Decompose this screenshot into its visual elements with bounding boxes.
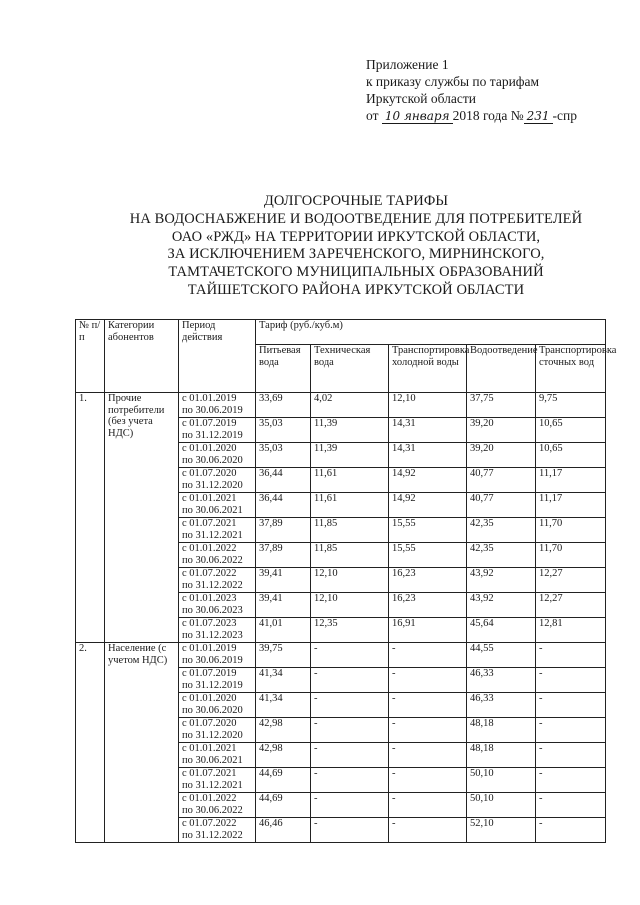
value-transport-cold: - <box>389 793 467 818</box>
value-wastewater: 48,18 <box>467 718 536 743</box>
period-cell <box>179 493 256 518</box>
value-transport-cold: 16,91 <box>389 618 467 643</box>
appendix-title: Приложение 1 <box>366 57 449 72</box>
value-technical: 12,35 <box>311 618 389 643</box>
value-drinking: 42,98 <box>256 718 311 743</box>
period-cell <box>179 418 256 443</box>
header-category: Категории абонентов <box>105 320 179 393</box>
header-transport-sewage: Транспортировка сточных вод <box>536 345 606 393</box>
row-index: 2. <box>76 643 105 843</box>
header-tariff: Тариф (руб./куб.м) <box>256 320 606 345</box>
value-technical: 12,10 <box>311 568 389 593</box>
value-wastewater: 50,10 <box>467 768 536 793</box>
value-transport-sewage: 12,27 <box>536 568 606 593</box>
value-transport-sewage: 11,70 <box>536 543 606 568</box>
value-wastewater: 46,33 <box>467 668 536 693</box>
value-technical: - <box>311 643 389 668</box>
value-transport-cold: 14,31 <box>389 443 467 468</box>
title-line: ТАМТАЧЕТСКОГО МУНИЦИПАЛЬНЫХ ОБРАЗОВАНИЙ <box>168 264 544 281</box>
value-transport-cold: - <box>389 693 467 718</box>
value-technical: 4,02 <box>311 393 389 418</box>
value-transport-cold: 12,10 <box>389 393 467 418</box>
period-to: по 31.12.2023 <box>182 629 243 641</box>
period-to: по 31.12.2019 <box>182 679 243 691</box>
value-technical: - <box>311 718 389 743</box>
handwritten-date: 10 января <box>382 110 453 124</box>
value-transport-cold: - <box>389 768 467 793</box>
value-wastewater: 40,77 <box>467 468 536 493</box>
value-transport-sewage: - <box>536 793 606 818</box>
value-technical: - <box>311 818 389 843</box>
value-transport-cold: 16,23 <box>389 568 467 593</box>
value-technical: - <box>311 768 389 793</box>
appendix-date-line <box>366 107 577 124</box>
value-drinking: 39,75 <box>256 643 311 668</box>
document-title <box>96 193 616 300</box>
value-drinking: 46,46 <box>256 818 311 843</box>
period-from: с 01.01.2021 <box>182 743 237 754</box>
title-line: ЗА ИСКЛЮЧЕНИЕМ ЗАРЕЧЕНСКОГО, МИРНИНСКОГО, <box>167 246 545 263</box>
handwritten-number: 231 <box>524 110 553 124</box>
value-wastewater: 48,18 <box>467 743 536 768</box>
value-transport-sewage: 11,17 <box>536 493 606 518</box>
value-drinking: 35,03 <box>256 443 311 468</box>
value-transport-sewage: 12,27 <box>536 593 606 618</box>
value-technical: 11,39 <box>311 418 389 443</box>
value-technical: - <box>311 743 389 768</box>
value-drinking: 33,69 <box>256 393 311 418</box>
header-wastewater: Водоотведение <box>467 345 536 393</box>
value-drinking: 37,89 <box>256 518 311 543</box>
value-transport-cold: - <box>389 668 467 693</box>
period-from: с 01.07.2021 <box>182 518 237 529</box>
value-transport-sewage: 12,81 <box>536 618 606 643</box>
period-to: по 30.06.2022 <box>182 804 243 816</box>
value-transport-cold: - <box>389 818 467 843</box>
period-cell <box>179 693 256 718</box>
header-drinking-water: Питьевая вода <box>256 345 311 393</box>
value-drinking: 36,44 <box>256 493 311 518</box>
value-transport-sewage: - <box>536 718 606 743</box>
header-transport-cold: Транспортировка холодной воды <box>389 345 467 393</box>
value-technical: 11,85 <box>311 518 389 543</box>
period-to: по 31.12.2020 <box>182 479 243 491</box>
tariff-table-body <box>76 393 606 843</box>
period-from: с 01.07.2020 <box>182 468 237 479</box>
value-transport-sewage: 10,65 <box>536 443 606 468</box>
value-transport-cold: - <box>389 718 467 743</box>
period-cell <box>179 568 256 593</box>
value-drinking: 41,34 <box>256 693 311 718</box>
date-suffix: -спр <box>552 108 577 123</box>
value-wastewater: 40,77 <box>467 493 536 518</box>
period-from: с 01.07.2020 <box>182 718 237 729</box>
header-technical-water: Техническая вода <box>311 345 389 393</box>
row-index: 1. <box>76 393 105 643</box>
period-cell <box>179 768 256 793</box>
value-transport-cold: 15,55 <box>389 518 467 543</box>
period-from: с 01.01.2022 <box>182 793 237 804</box>
value-drinking: 44,69 <box>256 793 311 818</box>
value-drinking: 39,41 <box>256 593 311 618</box>
value-transport-sewage: 11,17 <box>536 468 606 493</box>
value-transport-cold: 14,92 <box>389 468 467 493</box>
period-to: по 31.12.2022 <box>182 579 243 591</box>
value-wastewater: 42,35 <box>467 518 536 543</box>
value-wastewater: 39,20 <box>467 418 536 443</box>
value-technical: - <box>311 693 389 718</box>
period-from: с 01.07.2021 <box>182 768 237 779</box>
period-to: по 30.06.2019 <box>182 654 243 666</box>
value-wastewater: 52,10 <box>467 818 536 843</box>
period-cell <box>179 643 256 668</box>
title-line: НА ВОДОСНАБЖЕНИЕ И ВОДООТВЕДЕНИЕ ДЛЯ ПОТРЕБИТЕЛЕЙ <box>129 210 583 227</box>
value-wastewater: 43,92 <box>467 593 536 618</box>
period-to: по 30.06.2021 <box>182 504 243 516</box>
value-wastewater: 45,64 <box>467 618 536 643</box>
value-wastewater: 39,20 <box>467 443 536 468</box>
header-num: № п/п <box>76 320 105 393</box>
value-drinking: 41,01 <box>256 618 311 643</box>
period-to: по 31.12.2021 <box>182 779 243 791</box>
period-to: по 31.12.2019 <box>182 429 243 441</box>
period-from: с 01.01.2019 <box>182 393 237 404</box>
value-transport-cold: 15,55 <box>389 543 467 568</box>
row-category: Прочие потребители (без учета НДС) <box>105 393 179 643</box>
period-cell <box>179 793 256 818</box>
period-to: по 31.12.2022 <box>182 829 243 841</box>
appendix-region: Иркутской области <box>366 91 477 106</box>
period-from: с 01.07.2019 <box>182 418 237 429</box>
value-technical: - <box>311 793 389 818</box>
period-cell <box>179 618 256 643</box>
value-technical: 12,10 <box>311 593 389 618</box>
period-to: по 30.06.2020 <box>182 454 243 466</box>
date-prefix: от <box>366 108 379 123</box>
title-line: ДОЛГОСРОЧНЫЕ ТАРИФЫ <box>263 193 449 209</box>
period-to: по 31.12.2020 <box>182 729 243 741</box>
period-from: с 01.01.2019 <box>182 643 237 654</box>
value-wastewater: 42,35 <box>467 543 536 568</box>
header-period: Период действия <box>179 320 256 393</box>
value-transport-sewage: 11,70 <box>536 518 606 543</box>
period-to: по 30.06.2019 <box>182 404 243 416</box>
value-transport-cold: - <box>389 743 467 768</box>
period-cell <box>179 593 256 618</box>
value-technical: 11,61 <box>311 493 389 518</box>
value-transport-sewage: - <box>536 693 606 718</box>
value-transport-cold: 16,23 <box>389 593 467 618</box>
value-transport-sewage: 9,75 <box>536 393 606 418</box>
value-drinking: 42,98 <box>256 743 311 768</box>
title-line: ТАЙШЕТСКОГО РАЙОНА ИРКУТСКОЙ ОБЛАСТИ <box>187 281 525 298</box>
value-technical: 11,39 <box>311 443 389 468</box>
period-cell <box>179 743 256 768</box>
period-to: по 31.12.2021 <box>182 529 243 541</box>
value-transport-cold: 14,92 <box>389 493 467 518</box>
tariff-table <box>75 319 617 843</box>
period-to: по 30.06.2022 <box>182 554 243 566</box>
period-from: с 01.07.2023 <box>182 618 237 629</box>
value-drinking: 36,44 <box>256 468 311 493</box>
value-transport-sewage: - <box>536 768 606 793</box>
period-from: с 01.01.2020 <box>182 693 237 704</box>
value-wastewater: 43,92 <box>467 568 536 593</box>
value-technical: - <box>311 668 389 693</box>
period-from: с 01.07.2022 <box>182 568 237 579</box>
value-transport-sewage: 10,65 <box>536 418 606 443</box>
value-drinking: 35,03 <box>256 418 311 443</box>
value-wastewater: 46,33 <box>467 693 536 718</box>
period-cell <box>179 668 256 693</box>
period-to: по 30.06.2023 <box>182 604 243 616</box>
period-cell <box>179 518 256 543</box>
value-transport-sewage: - <box>536 818 606 843</box>
period-cell <box>179 818 256 843</box>
date-mid: 2018 года № <box>452 108 524 123</box>
period-cell <box>179 718 256 743</box>
row-category: Население (с учетом НДС) <box>105 643 179 843</box>
period-cell <box>179 543 256 568</box>
appendix-block <box>366 56 577 124</box>
value-transport-sewage: - <box>536 643 606 668</box>
period-to: по 30.06.2021 <box>182 754 243 766</box>
period-to: по 30.06.2020 <box>182 704 243 716</box>
period-from: с 01.07.2022 <box>182 818 237 829</box>
value-transport-sewage: - <box>536 668 606 693</box>
period-from: с 01.01.2022 <box>182 543 237 554</box>
value-transport-cold: 14,31 <box>389 418 467 443</box>
value-drinking: 41,34 <box>256 668 311 693</box>
value-technical: 11,85 <box>311 543 389 568</box>
table-row <box>76 393 606 418</box>
value-drinking: 39,41 <box>256 568 311 593</box>
appendix-order-ref: к приказу службы по тарифам <box>366 74 540 89</box>
period-cell <box>179 468 256 493</box>
period-from: с 01.01.2021 <box>182 493 237 504</box>
value-wastewater: 44,55 <box>467 643 536 668</box>
period-cell <box>179 393 256 418</box>
value-technical: 11,61 <box>311 468 389 493</box>
period-from: с 01.07.2019 <box>182 668 237 679</box>
table-row <box>76 643 606 668</box>
value-wastewater: 37,75 <box>467 393 536 418</box>
period-from: с 01.01.2023 <box>182 593 237 604</box>
value-drinking: 44,69 <box>256 768 311 793</box>
value-drinking: 37,89 <box>256 543 311 568</box>
title-line: ОАО «РЖД» НА ТЕРРИТОРИИ ИРКУТСКОЙ ОБЛАСТИ, <box>171 228 541 245</box>
period-cell <box>179 443 256 468</box>
period-from: с 01.01.2020 <box>182 443 237 454</box>
value-transport-cold: - <box>389 643 467 668</box>
value-wastewater: 50,10 <box>467 793 536 818</box>
value-transport-sewage: - <box>536 743 606 768</box>
